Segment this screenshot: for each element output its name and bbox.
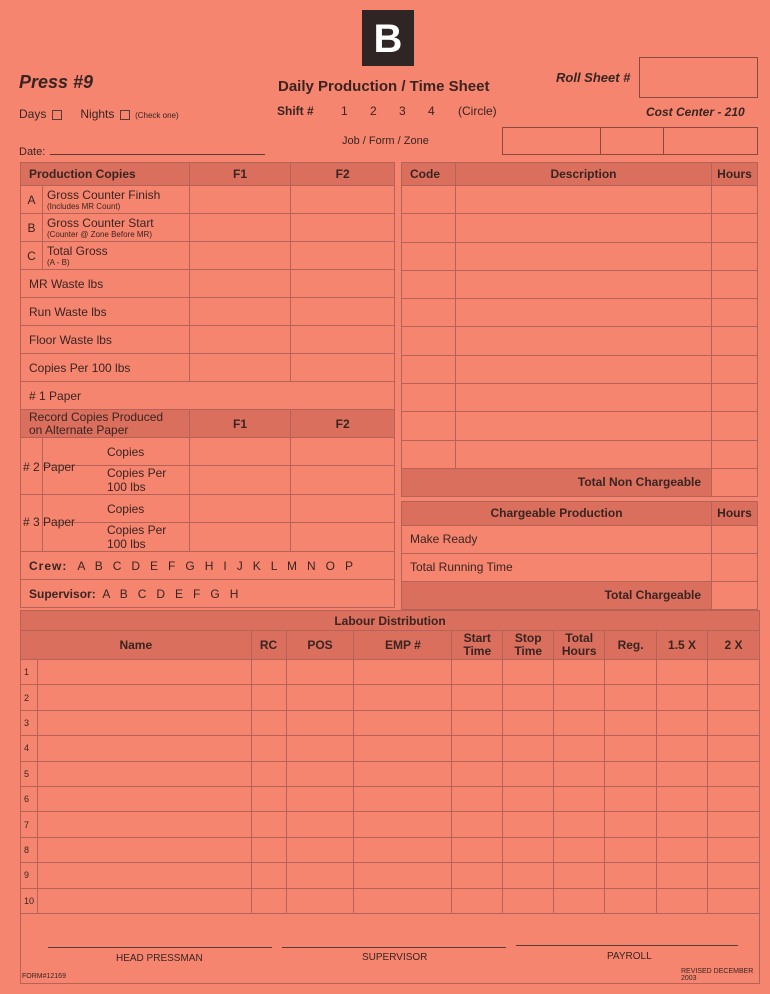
code-cell[interactable]	[402, 440, 456, 468]
paper-2-per-f2[interactable]	[291, 466, 395, 495]
paper-2-copies-f2[interactable]	[291, 438, 395, 466]
hours-cell[interactable]	[712, 214, 758, 242]
column-header-total-hours: Total Hours	[554, 631, 605, 660]
paper-3-copies-label: Copies	[42, 495, 189, 523]
rc-cell[interactable]	[251, 786, 286, 811]
table-row	[21, 736, 760, 761]
reg-cell[interactable]	[605, 863, 657, 888]
total-chargeable-label: Total Chargeable	[402, 581, 712, 609]
job-form-zone-field[interactable]	[502, 127, 758, 155]
name-cell[interactable]	[37, 888, 251, 913]
pos-cell[interactable]	[286, 863, 354, 888]
rc-cell[interactable]	[251, 812, 286, 837]
pos-cell[interactable]	[286, 888, 354, 913]
press-title: Press #9	[19, 72, 94, 92]
hours-header: Hours	[712, 163, 758, 186]
one-five-x-cell[interactable]	[657, 863, 708, 888]
table-row	[21, 863, 760, 888]
make-ready-label: Make Ready	[402, 525, 712, 553]
description-header: Description	[455, 163, 711, 186]
rc-cell[interactable]	[251, 660, 286, 685]
code-cell[interactable]	[402, 270, 456, 298]
start-time-cell[interactable]	[452, 888, 503, 913]
code-cell[interactable]	[402, 384, 456, 412]
table-row	[21, 888, 760, 913]
reg-cell[interactable]	[605, 761, 657, 786]
row-number: 5	[21, 761, 38, 786]
supervisor-line[interactable]	[282, 947, 506, 948]
start-time-cell[interactable]	[452, 761, 503, 786]
code-cell[interactable]	[402, 186, 456, 214]
copies-per-100-f1[interactable]	[189, 354, 291, 382]
f1-header: F1	[189, 163, 291, 186]
description-cell[interactable]	[455, 355, 711, 383]
two-x-cell[interactable]	[708, 761, 760, 786]
emp-cell[interactable]	[354, 685, 452, 710]
two-x-cell[interactable]	[708, 786, 760, 811]
job-form-zone-label: Job / Form / Zone	[342, 135, 429, 147]
nights-checkbox[interactable]	[120, 110, 130, 120]
code-cell[interactable]	[402, 242, 456, 270]
one-five-x-cell[interactable]	[657, 837, 708, 862]
one-five-x-cell[interactable]	[657, 786, 708, 811]
row-number: 4	[21, 736, 38, 761]
hours-cell[interactable]	[712, 186, 758, 214]
reg-cell[interactable]	[605, 812, 657, 837]
date-label: Date:	[19, 146, 46, 158]
cost-center: Cost Center - 210	[646, 105, 745, 119]
hours-cell[interactable]	[712, 299, 758, 327]
name-cell[interactable]	[37, 685, 251, 710]
supervisor-letters[interactable]: A B C D E F G H	[102, 586, 239, 601]
shift-3[interactable]: 3	[399, 104, 406, 118]
shift-2[interactable]: 2	[370, 104, 377, 118]
one-five-x-cell[interactable]	[657, 812, 708, 837]
cell-a-f1[interactable]	[189, 186, 291, 214]
reg-cell[interactable]	[605, 736, 657, 761]
stop-time-cell[interactable]	[503, 710, 554, 735]
supervisor-row: Supervisor: A B C D E F G H	[21, 580, 395, 608]
code-cell[interactable]	[402, 214, 456, 242]
code-cell[interactable]	[402, 327, 456, 355]
total-hours-cell[interactable]	[554, 837, 605, 862]
row-letter: B	[21, 214, 43, 242]
two-x-cell[interactable]	[708, 863, 760, 888]
stop-time-cell[interactable]	[503, 761, 554, 786]
row-number: 9	[21, 863, 38, 888]
paper-3-per-f1[interactable]	[189, 523, 291, 552]
name-cell[interactable]	[37, 736, 251, 761]
start-time-cell[interactable]	[452, 660, 503, 685]
name-cell[interactable]	[37, 863, 251, 888]
rc-cell[interactable]	[251, 761, 286, 786]
total-hours-cell[interactable]	[554, 863, 605, 888]
rc-cell[interactable]	[251, 837, 286, 862]
paper-2-per-f1[interactable]	[189, 466, 291, 495]
row-letter: C	[21, 242, 43, 270]
description-cell[interactable]	[455, 412, 711, 440]
hours-cell[interactable]	[712, 327, 758, 355]
floor-waste-f2[interactable]	[291, 326, 395, 354]
emp-cell[interactable]	[354, 863, 452, 888]
signature-area	[21, 913, 760, 983]
production-table	[20, 162, 395, 608]
days-checkbox[interactable]	[52, 110, 62, 120]
paper-2-copies-label: Copies	[42, 438, 189, 466]
one-five-x-cell[interactable]	[657, 761, 708, 786]
head-pressman-label: HEAD PRESSMAN	[116, 953, 203, 964]
date-field[interactable]	[50, 154, 265, 155]
total-non-chargeable-field[interactable]	[712, 468, 758, 496]
rc-cell[interactable]	[251, 710, 286, 735]
emp-cell[interactable]	[354, 888, 452, 913]
start-time-cell[interactable]	[452, 812, 503, 837]
nights-label: Nights	[80, 107, 115, 121]
start-time-cell[interactable]	[452, 685, 503, 710]
pos-cell[interactable]	[286, 837, 354, 862]
row-number: 3	[21, 710, 38, 735]
description-cell[interactable]	[455, 327, 711, 355]
f2-header-alt: F2	[291, 410, 395, 438]
hours-cell[interactable]	[712, 270, 758, 298]
paper-2-label: # 2 Paper	[23, 460, 76, 474]
column-header-reg: Reg.	[605, 631, 657, 660]
row-number: 10	[21, 888, 38, 913]
row-number: 8	[21, 837, 38, 862]
pos-cell[interactable]	[286, 710, 354, 735]
start-time-cell[interactable]	[452, 736, 503, 761]
table-row	[21, 685, 760, 710]
name-cell[interactable]	[37, 761, 251, 786]
supervisor-label: SUPERVISOR	[362, 952, 428, 963]
cell-b-f2[interactable]	[291, 214, 395, 242]
total-chargeable-field[interactable]	[712, 581, 758, 609]
revised-date: REVISED DECEMBER 2003	[681, 968, 754, 982]
emp-cell[interactable]	[354, 660, 452, 685]
gross-counter-finish-label: Gross Counter Finish (Includes MR Count)	[42, 186, 189, 214]
hours-header-2: Hours	[712, 501, 758, 525]
total-hours-cell[interactable]	[554, 736, 605, 761]
code-cell[interactable]	[402, 412, 456, 440]
name-cell[interactable]	[37, 710, 251, 735]
stop-time-cell[interactable]	[503, 736, 554, 761]
pos-cell[interactable]	[286, 660, 354, 685]
one-five-x-cell[interactable]	[657, 736, 708, 761]
roll-sheet-label: Roll Sheet #	[556, 70, 631, 85]
total-hours-cell[interactable]	[554, 761, 605, 786]
total-running-hours[interactable]	[712, 553, 758, 581]
roll-sheet-field[interactable]	[639, 57, 758, 98]
payroll-label: PAYROLL	[607, 951, 652, 962]
gross-counter-start-label: Gross Counter Start (Counter @ Zone Before MR)	[42, 214, 189, 242]
name-cell[interactable]	[37, 812, 251, 837]
column-header-emp: EMP #	[354, 631, 452, 660]
shift-1[interactable]: 1	[341, 104, 348, 118]
copies-per-100-f2[interactable]	[291, 354, 395, 382]
shift-label: Shift #	[277, 104, 314, 118]
paper-3-copies-per-label: Copies Per 100 lbs	[42, 523, 189, 552]
floor-waste-label: Floor Waste lbs	[21, 326, 190, 354]
emp-cell[interactable]	[354, 710, 452, 735]
emp-cell[interactable]	[354, 761, 452, 786]
row-number: 6	[21, 786, 38, 811]
emp-cell[interactable]	[354, 812, 452, 837]
chargeable-production-header: Chargeable Production	[402, 501, 712, 525]
circle-note: (Circle)	[458, 104, 497, 118]
row-number: 1	[21, 660, 38, 685]
name-cell[interactable]	[37, 837, 251, 862]
stop-time-cell[interactable]	[503, 837, 554, 862]
description-cell[interactable]	[455, 186, 711, 214]
description-cell[interactable]	[455, 242, 711, 270]
payroll-line[interactable]	[516, 945, 738, 946]
two-x-cell[interactable]	[708, 685, 760, 710]
shift-4[interactable]: 4	[428, 104, 435, 118]
hours-cell[interactable]	[712, 412, 758, 440]
start-time-cell[interactable]	[452, 786, 503, 811]
one-five-x-cell[interactable]	[657, 660, 708, 685]
reg-cell[interactable]	[605, 786, 657, 811]
pos-cell[interactable]	[286, 736, 354, 761]
code-table	[401, 162, 758, 610]
emp-cell[interactable]	[354, 736, 452, 761]
crew-row: Crew: A B C D E F G H I J K L M N O P	[21, 552, 395, 580]
mr-waste-label: MR Waste lbs	[21, 270, 190, 298]
check-one-note: (Check one)	[135, 111, 179, 120]
total-non-chargeable-label: Total Non Chargeable	[402, 468, 712, 496]
table-row	[21, 660, 760, 685]
crew-letters[interactable]: A B C D E F G H I J K L M N O P	[77, 558, 353, 573]
two-x-cell[interactable]	[708, 710, 760, 735]
form-number: FORM#12169	[22, 973, 66, 980]
description-cell[interactable]	[455, 270, 711, 298]
table-row	[21, 812, 760, 837]
column-header-two-x: 2 X	[708, 631, 760, 660]
two-x-cell[interactable]	[708, 812, 760, 837]
two-x-cell[interactable]	[708, 660, 760, 685]
emp-cell[interactable]	[354, 786, 452, 811]
page-title: Daily Production / Time Sheet	[278, 78, 490, 95]
hours-cell[interactable]	[712, 355, 758, 383]
total-hours-cell[interactable]	[554, 685, 605, 710]
head-pressman-line[interactable]	[48, 947, 272, 948]
run-waste-label: Run Waste lbs	[21, 298, 190, 326]
name-cell[interactable]	[37, 660, 251, 685]
paper-3-copies-f2[interactable]	[291, 495, 395, 523]
description-cell[interactable]	[455, 299, 711, 327]
paper-3-per-f2[interactable]	[291, 523, 395, 552]
row-number: 7	[21, 812, 38, 837]
alternate-paper-header: Record Copies Produced on Alternate Paper	[21, 410, 190, 438]
stop-time-cell[interactable]	[503, 786, 554, 811]
total-hours-cell[interactable]	[554, 812, 605, 837]
paper-2-copies-per-label: Copies Per 100 lbs	[42, 466, 189, 495]
cell-c-f2[interactable]	[291, 242, 395, 270]
form-letter-logo: B	[362, 10, 414, 66]
start-time-cell[interactable]	[452, 710, 503, 735]
reg-cell[interactable]	[605, 710, 657, 735]
reg-cell[interactable]	[605, 888, 657, 913]
paper-1-label: # 1 Paper	[21, 382, 395, 410]
code-cell[interactable]	[402, 299, 456, 327]
hours-cell[interactable]	[712, 384, 758, 412]
row-number: 2	[21, 685, 38, 710]
rc-cell[interactable]	[251, 736, 286, 761]
total-hours-cell[interactable]	[554, 888, 605, 913]
total-gross-label: Total Gross (A - B)	[42, 242, 189, 270]
reg-cell[interactable]	[605, 837, 657, 862]
make-ready-hours[interactable]	[712, 525, 758, 553]
stop-time-cell[interactable]	[503, 863, 554, 888]
code-cell[interactable]	[402, 355, 456, 383]
emp-cell[interactable]	[354, 837, 452, 862]
mr-waste-f2[interactable]	[291, 270, 395, 298]
stop-time-cell[interactable]	[503, 888, 554, 913]
pos-cell[interactable]	[286, 685, 354, 710]
shift-period-row	[19, 107, 179, 121]
copies-per-100-label: Copies Per 100 lbs	[21, 354, 190, 382]
column-header-name: Name	[21, 631, 252, 660]
mr-waste-f1[interactable]	[189, 270, 291, 298]
form-field[interactable]	[601, 128, 664, 154]
table-row	[21, 710, 760, 735]
cell-b-f1[interactable]	[189, 214, 291, 242]
code-header: Code	[402, 163, 456, 186]
stop-time-cell[interactable]	[503, 812, 554, 837]
description-cell[interactable]	[455, 440, 711, 468]
start-time-cell[interactable]	[452, 837, 503, 862]
pos-cell[interactable]	[286, 786, 354, 811]
one-five-x-cell[interactable]	[657, 710, 708, 735]
column-header-stop-time: Stop Time	[503, 631, 554, 660]
paper-3-copies-f1[interactable]	[189, 495, 291, 523]
column-header-rc: RC	[251, 631, 286, 660]
one-five-x-cell[interactable]	[657, 685, 708, 710]
run-waste-f1[interactable]	[189, 298, 291, 326]
two-x-cell[interactable]	[708, 736, 760, 761]
run-waste-f2[interactable]	[291, 298, 395, 326]
column-header-pos: POS	[286, 631, 354, 660]
rc-cell[interactable]	[251, 685, 286, 710]
description-cell[interactable]	[455, 214, 711, 242]
row-letter: A	[21, 186, 43, 214]
hours-cell[interactable]	[712, 242, 758, 270]
total-hours-cell[interactable]	[554, 710, 605, 735]
stop-time-cell[interactable]	[503, 685, 554, 710]
column-header-one-five-x: 1.5 X	[657, 631, 708, 660]
labour-distribution-header: Labour Distribution	[21, 611, 760, 631]
zone-field[interactable]	[664, 128, 757, 154]
start-time-cell[interactable]	[452, 863, 503, 888]
f2-header: F2	[291, 163, 395, 186]
job-field[interactable]	[503, 128, 601, 154]
table-row	[21, 761, 760, 786]
cell-c-f1[interactable]	[189, 242, 291, 270]
paper-3-label: # 3 Paper	[23, 515, 76, 529]
reg-cell[interactable]	[605, 685, 657, 710]
table-row	[21, 837, 760, 862]
production-copies-header: Production Copies	[21, 163, 190, 186]
two-x-cell[interactable]	[708, 888, 760, 913]
f1-header-alt: F1	[189, 410, 291, 438]
rc-cell[interactable]	[251, 888, 286, 913]
rc-cell[interactable]	[251, 863, 286, 888]
total-running-label: Total Running Time	[402, 553, 712, 581]
column-header-start-time: Start Time	[452, 631, 503, 660]
labour-table	[20, 610, 760, 984]
cell-a-f2[interactable]	[291, 186, 395, 214]
pos-cell[interactable]	[286, 761, 354, 786]
one-five-x-cell[interactable]	[657, 888, 708, 913]
name-cell[interactable]	[37, 786, 251, 811]
total-hours-cell[interactable]	[554, 660, 605, 685]
table-row	[21, 786, 760, 811]
reg-cell[interactable]	[605, 660, 657, 685]
two-x-cell[interactable]	[708, 837, 760, 862]
floor-waste-f1[interactable]	[189, 326, 291, 354]
description-cell[interactable]	[455, 384, 711, 412]
paper-2-copies-f1[interactable]	[189, 438, 291, 466]
days-label: Days	[19, 107, 47, 121]
total-hours-cell[interactable]	[554, 786, 605, 811]
pos-cell[interactable]	[286, 812, 354, 837]
hours-cell[interactable]	[712, 440, 758, 468]
stop-time-cell[interactable]	[503, 660, 554, 685]
